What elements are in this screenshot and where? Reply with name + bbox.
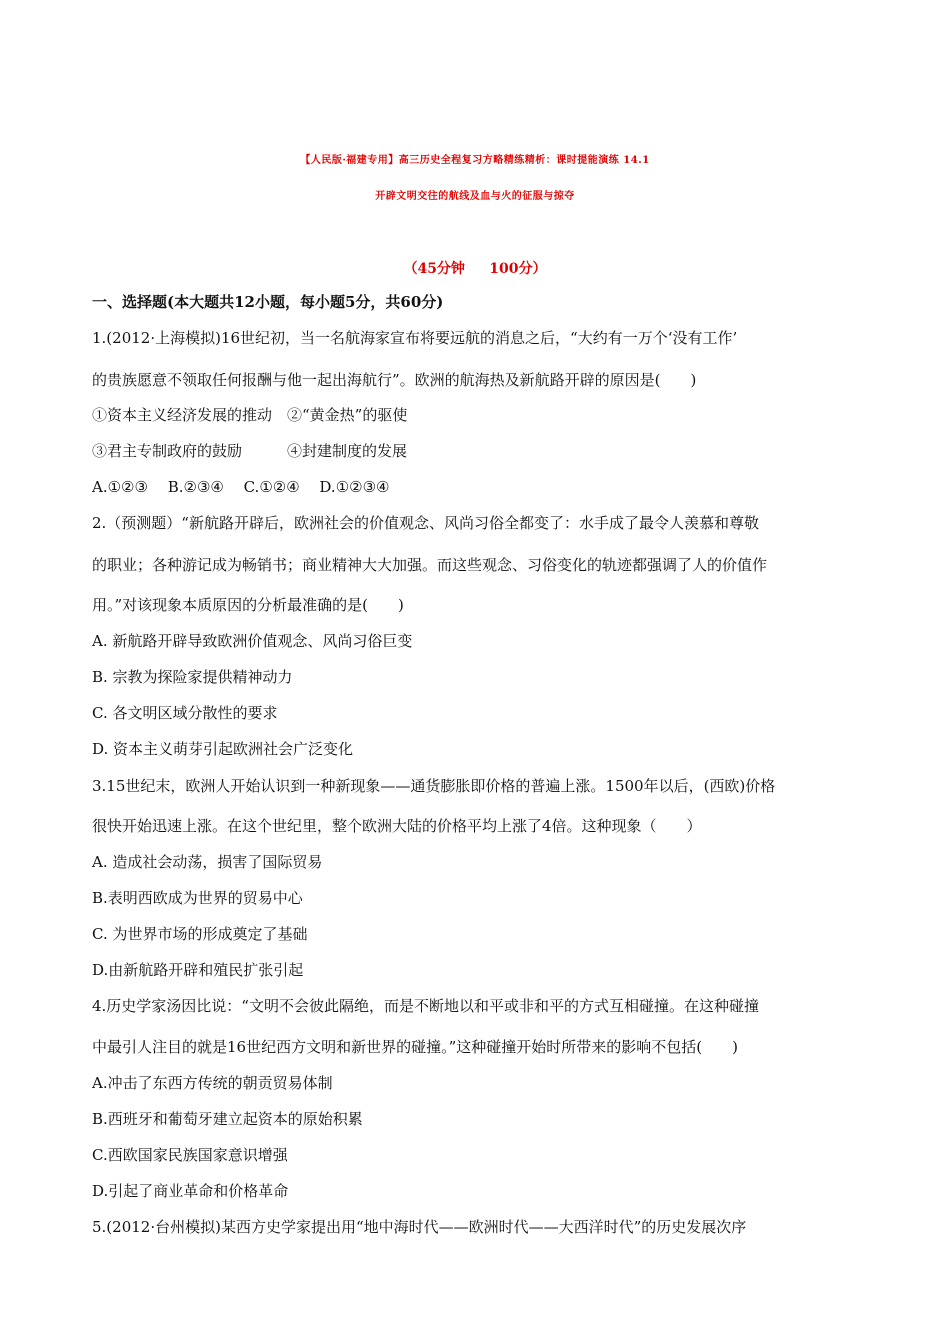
- question-line: 中最引人注目的就是16世纪西方文明和新世界的碰撞。”这种碰撞开始时所带来的影响不包括( ): [92, 1038, 738, 1056]
- question-line: 1.(2012·上海模拟)16世纪初，当一名航海家宣布将要远航的消息之后，“大约有一万个‘没有工作’: [92, 329, 738, 347]
- question-option: A. 造成社会动荡，损害了国际贸易: [92, 853, 323, 871]
- question-option: B.表明西欧成为世界的贸易中心: [92, 889, 303, 907]
- document-title-line-1: 【人民版·福建专用】高三历史全程复习方略精练精析：课时提能演练 14.1: [300, 155, 650, 166]
- question-option: D. 资本主义萌芽引起欧洲社会广泛变化: [92, 740, 354, 758]
- section-heading: 一、选择题(本大题共12小题，每小题5分，共60分): [92, 293, 444, 311]
- question-option: B. 宗教为探险家提供精神动力: [92, 668, 293, 686]
- question-line: 5.(2012·台州模拟)某西方史学家提出用“地中海时代——欧洲时代——大西洋时代”的历史发展次序: [92, 1218, 747, 1236]
- question-option: D.引起了商业革命和价格革命: [92, 1182, 289, 1200]
- question-line: 的职业；各种游记成为畅销书；商业精神大大加强。而这些观念、习俗变化的轨迹都强调了人的价值作: [92, 556, 768, 574]
- question-line: 用。”对该现象本质原因的分析最准确的是( ): [92, 596, 404, 614]
- question-option: ①资本主义经济发展的推动 ②“黄金热”的驱使: [92, 406, 408, 424]
- exam-duration-score: （45分钟 100分）: [403, 261, 547, 277]
- question-choices: A.①②③ B.②③④ C.①②④ D.①②③④: [92, 478, 390, 496]
- question-option: C. 为世界市场的形成奠定了基础: [92, 925, 308, 943]
- question-line: 的贵族愿意不领取任何报酬与他一起出海航行”。欧洲的航海热及新航路开辟的原因是( ): [92, 371, 697, 389]
- question-line: 3.15世纪末，欧洲人开始认识到一种新现象——通货膨胀即价格的普遍上涨。1500年以后，(西欧)价格: [92, 777, 776, 795]
- question-option: A. 新航路开辟导致欧洲价值观念、风尚习俗巨变: [92, 632, 413, 650]
- document-title-line-2: 开辟文明交往的航线及血与火的征服与掠夺: [375, 191, 575, 202]
- question-option: C. 各文明区域分散性的要求: [92, 704, 278, 722]
- question-option: C.西欧国家民族国家意识增强: [92, 1146, 288, 1164]
- question-option: B.西班牙和葡萄牙建立起资本的原始积累: [92, 1110, 363, 1128]
- question-line: 很快开始迅速上涨。在这个世纪里，整个欧洲大陆的价格平均上涨了4倍。这种现象（ ）: [92, 817, 702, 835]
- question-option: A.冲击了东西方传统的朝贡贸易体制: [92, 1074, 333, 1092]
- question-option: D.由新航路开辟和殖民扩张引起: [92, 961, 304, 979]
- question-line: 2.（预测题）“新航路开辟后，欧洲社会的价值观念、风尚习俗全都变了：水手成了最令人羡慕和尊敬: [92, 514, 759, 532]
- question-option: ③君主专制政府的鼓励 ④封建制度的发展: [92, 442, 408, 460]
- question-line: 4.历史学家汤因比说：“文明不会彼此隔绝，而是不断地以和平或非和平的方式互相碰撞。在这种碰撞: [92, 997, 759, 1015]
